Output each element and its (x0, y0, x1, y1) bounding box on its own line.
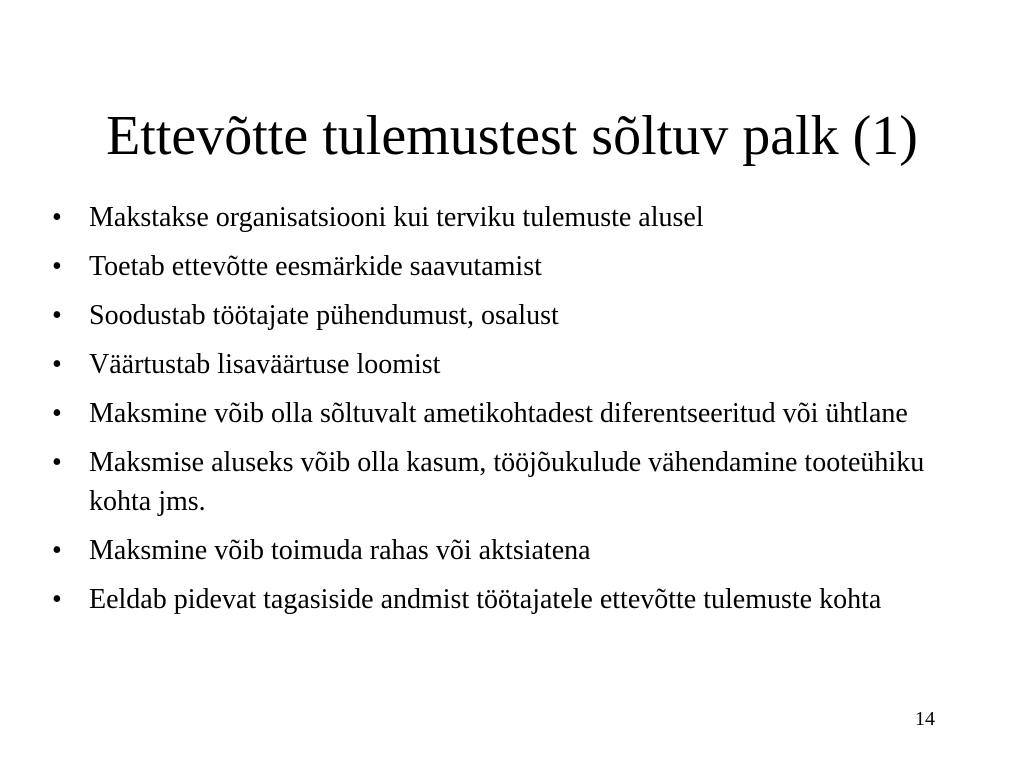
bullet-marker: • (52, 349, 62, 380)
bullet-item (52, 531, 992, 570)
bullet-marker: • (52, 202, 62, 233)
bullet-text: Väärtustab lisaväärtuse loomist (89, 349, 441, 380)
bullet-item (52, 394, 992, 433)
bullet-item (52, 247, 992, 286)
bullet-text: Eeldab pidevat tagasiside andmist töötajatele ettevõtte tulemuste kohta (89, 584, 882, 615)
bullet-text: Maksmine võib toimuda rahas või aktsiatena (89, 535, 591, 566)
bullet-marker: • (52, 398, 62, 429)
bullet-marker: • (52, 447, 62, 478)
slide-title: Ettevõtte tulemustest sõltuv palk (1) (106, 105, 918, 167)
bullet-text: Maksmise aluseks võib olla kasum, tööjõukulude vähendamine tooteühiku kohta jms. (89, 447, 925, 517)
bullet-marker: • (52, 251, 62, 282)
bullet-text: Toetab ettevõtte eesmärkide saavutamist (89, 251, 542, 282)
bullet-text: Makstakse organisatsiooni kui terviku tulemuste alusel (89, 202, 704, 233)
bullet-item (52, 443, 992, 521)
bullet-item (52, 198, 992, 237)
bullet-item (52, 580, 992, 619)
page-number: 14 (915, 708, 935, 730)
bullet-list (52, 198, 992, 629)
bullet-text: Maksmine võib olla sõltuvalt ametikohtadest diferentseeritud või ühtlane (89, 398, 908, 429)
bullet-marker: • (52, 300, 62, 331)
bullet-item (52, 296, 992, 335)
bullet-marker: • (52, 535, 62, 566)
bullet-item (52, 345, 992, 384)
bullet-text: Soodustab töötajate pühendumust, osalust (89, 300, 559, 331)
bullet-marker: • (52, 584, 62, 615)
